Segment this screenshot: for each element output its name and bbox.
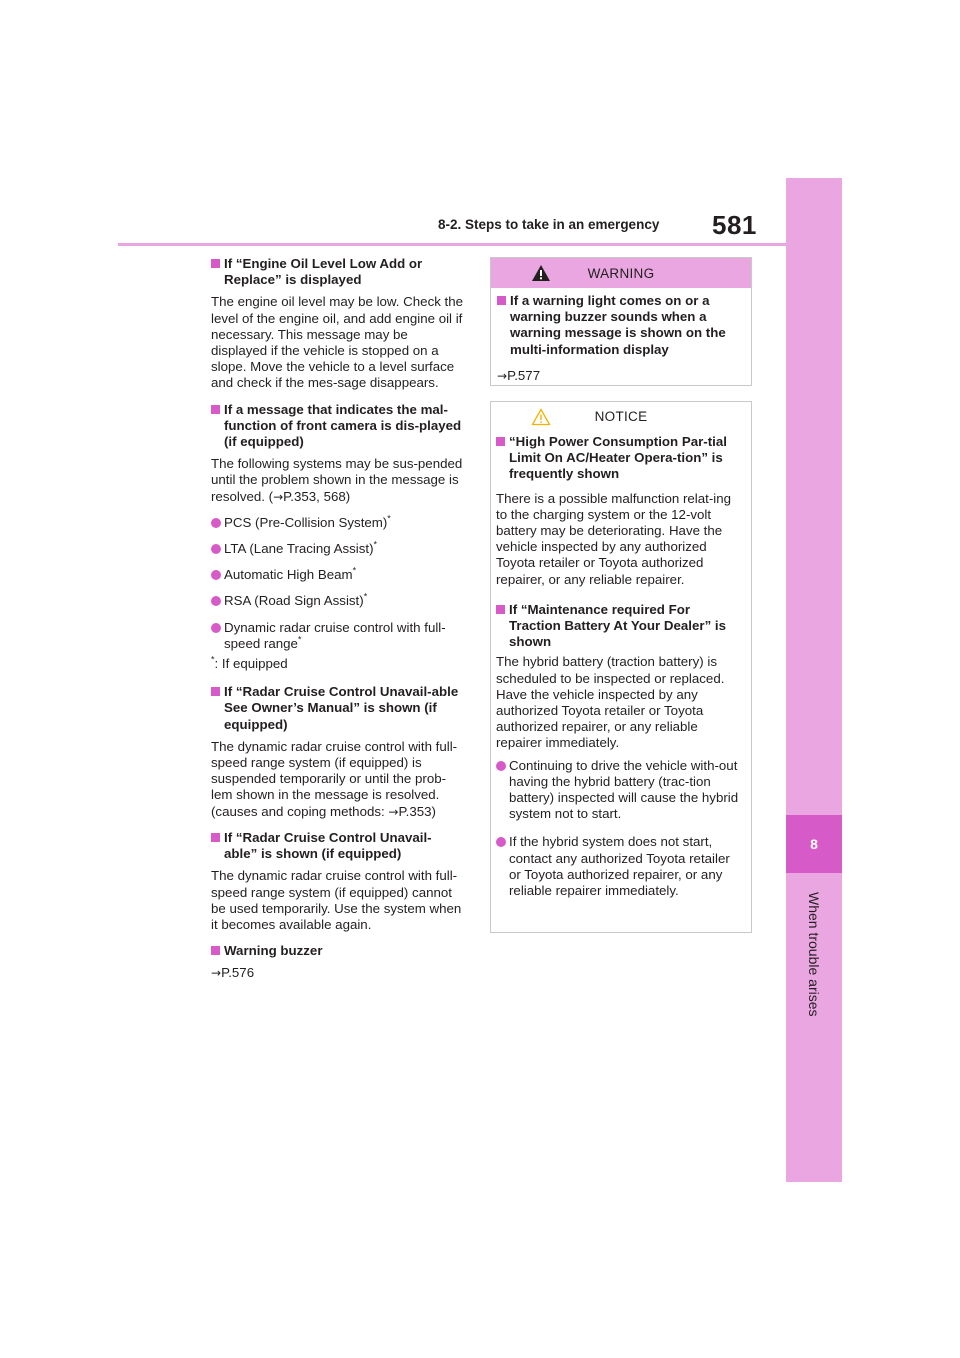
list-item: [211, 515, 464, 531]
bullet-dot-icon: [211, 518, 221, 528]
notice-content: [496, 434, 742, 909]
list-item-text: Dynamic radar cruise control with full-speed range: [224, 619, 446, 651]
footnote: [211, 656, 464, 672]
list-item: [496, 834, 742, 899]
bullet-dot-icon: [211, 623, 221, 633]
arrow-icon: →: [211, 966, 222, 981]
footnote-marker: *: [352, 565, 357, 576]
chapter-number: 8: [786, 815, 842, 873]
section-heading: [211, 684, 464, 733]
heading-text: If “Radar Cruise Control Unavail-able” is shown (if equipped): [224, 829, 432, 862]
arrow-icon: →: [497, 368, 508, 383]
page-reference[interactable]: [497, 368, 743, 384]
footnote-marker: *: [373, 539, 378, 550]
warning-content: [497, 293, 743, 394]
chapter-title: [803, 884, 825, 1024]
warning-box-header: [491, 258, 751, 288]
section-heading: [211, 256, 464, 288]
heading-text: Warning buzzer: [224, 943, 323, 959]
paragraph-text: The following systems may be sus-pended until the problem shown in the message is resolved. (: [211, 456, 463, 504]
list-item-text: RSA (Road Sign Assist): [224, 593, 364, 609]
heading-text: “High Power Consumption Par-tial Limit On AC/Heater Opera-tion” is frequently shown: [509, 434, 727, 482]
list-item: [211, 541, 464, 557]
list-item-text: PCS (Pre-Collision System): [224, 514, 388, 530]
heading-text: If a message that indicates the mal-function of front camera is dis-played (if equipped): [224, 401, 462, 450]
notice-title: NOTICE: [594, 408, 648, 424]
notice-box-header: [491, 402, 751, 430]
footnote-marker: *: [387, 513, 391, 524]
page-reference[interactable]: P.353, 568): [283, 488, 351, 504]
square-icon: [497, 296, 506, 305]
arrow-icon: →: [273, 489, 284, 504]
header-rule: [118, 243, 840, 246]
footnote-text: : If equipped: [214, 656, 288, 672]
bullet-dot-icon: [496, 837, 506, 847]
warning-box: [490, 257, 752, 386]
chapter-side-tab: [786, 178, 842, 1182]
warning-triangle-icon: [531, 264, 551, 282]
square-icon: [496, 437, 505, 446]
paragraph: [211, 739, 464, 820]
left-column: [211, 256, 464, 992]
list-item: [211, 593, 464, 609]
list-item-text: Continuing to drive the vehicle with-out having the hybrid battery (trac-tion battery) inspected will cause the hybrid system not to start.: [509, 757, 739, 822]
page-reference[interactable]: [211, 965, 464, 981]
paragraph-text: The dynamic radar cruise control with full-speed range system (if equipped) is suspended temporarily or until the prob-lem shown in the message is resolved. (causes and coping methods:: [211, 738, 458, 819]
footnote-marker: *: [363, 592, 368, 603]
heading-text: If “Radar Cruise Control Unavail-able See Owner’s Manual” is shown (if equipped): [224, 684, 459, 732]
section-heading: [211, 402, 464, 451]
paragraph: The hybrid battery (traction battery) is scheduled to be inspected or replaced. Have the vehicle inspected by any authorized Toyota retailer or Toyota authorized repairer, or any reliable repairer immediately.: [496, 654, 725, 751]
list-item-text: Automatic High Beam: [224, 567, 353, 583]
footnote-marker: *: [297, 634, 302, 645]
heading-text: If “Maintenance required For Traction Battery At Your Dealer” is shown: [509, 601, 727, 650]
paragraph: [211, 456, 464, 505]
page-number: 581: [712, 210, 757, 240]
square-icon: [496, 605, 505, 614]
paragraph: The engine oil level may be low. Check the level of the engine oil, and add engine oil if necessary. This message may be displayed if the vehicle is stopped on a slope. Move the vehicle to a level surface and check if the mes-sage disappears.: [211, 294, 464, 391]
bullet-dot-icon: [496, 761, 506, 771]
list-item-text: LTA (Lane Tracing Assist): [224, 541, 374, 557]
page-reference-text: P.577: [507, 367, 541, 383]
page-reference-text: P.576: [221, 965, 255, 981]
section-heading: [497, 293, 743, 358]
bullet-dot-icon: [211, 570, 221, 580]
page-reference[interactable]: P.353): [398, 803, 436, 819]
square-icon: [211, 946, 220, 955]
paragraph: There is a possible malfunction relat-ing to the charging system or the 12-volt battery may be deteriorating. Have the vehicle inspected by any authorized Toyota retailer or Toyota authorized repairer, or any reliable repairer.: [496, 490, 732, 587]
square-icon: [211, 833, 220, 842]
list-item: [211, 620, 464, 652]
list-item-text: If the hybrid system does not start, contact any authorized Toyota retailer or Toyota authorized repairer, or any reliable repairer immediately.: [509, 834, 730, 899]
paragraph: The dynamic radar cruise control with full-speed range system (if equipped) cannot be used temporarily. Use the system when it becomes available again.: [211, 868, 462, 932]
section-heading: [211, 943, 464, 959]
square-icon: [211, 405, 220, 414]
square-icon: [211, 259, 220, 268]
square-icon: [211, 687, 220, 696]
heading-text: If a warning light comes on or a warning buzzer sounds when a warning message is shown on the multi-information display: [510, 293, 726, 357]
list-item: [211, 567, 464, 583]
list-item: [496, 758, 742, 823]
section-title: 8-2. Steps to take in an emergency: [438, 217, 660, 232]
section-heading: [211, 830, 464, 862]
notice-triangle-icon: [531, 408, 551, 426]
warning-title: WARNING: [587, 265, 655, 281]
chapter-title-text: When trouble arises: [806, 891, 822, 1017]
bullet-dot-icon: [211, 544, 221, 554]
section-heading: [496, 602, 742, 651]
bullet-dot-icon: [211, 596, 221, 606]
arrow-icon: →: [388, 804, 399, 819]
footnote-marker: *: [211, 654, 215, 665]
section-heading: [496, 434, 742, 483]
heading-text: If “Engine Oil Level Low Add or Replace” is displayed: [224, 256, 423, 288]
